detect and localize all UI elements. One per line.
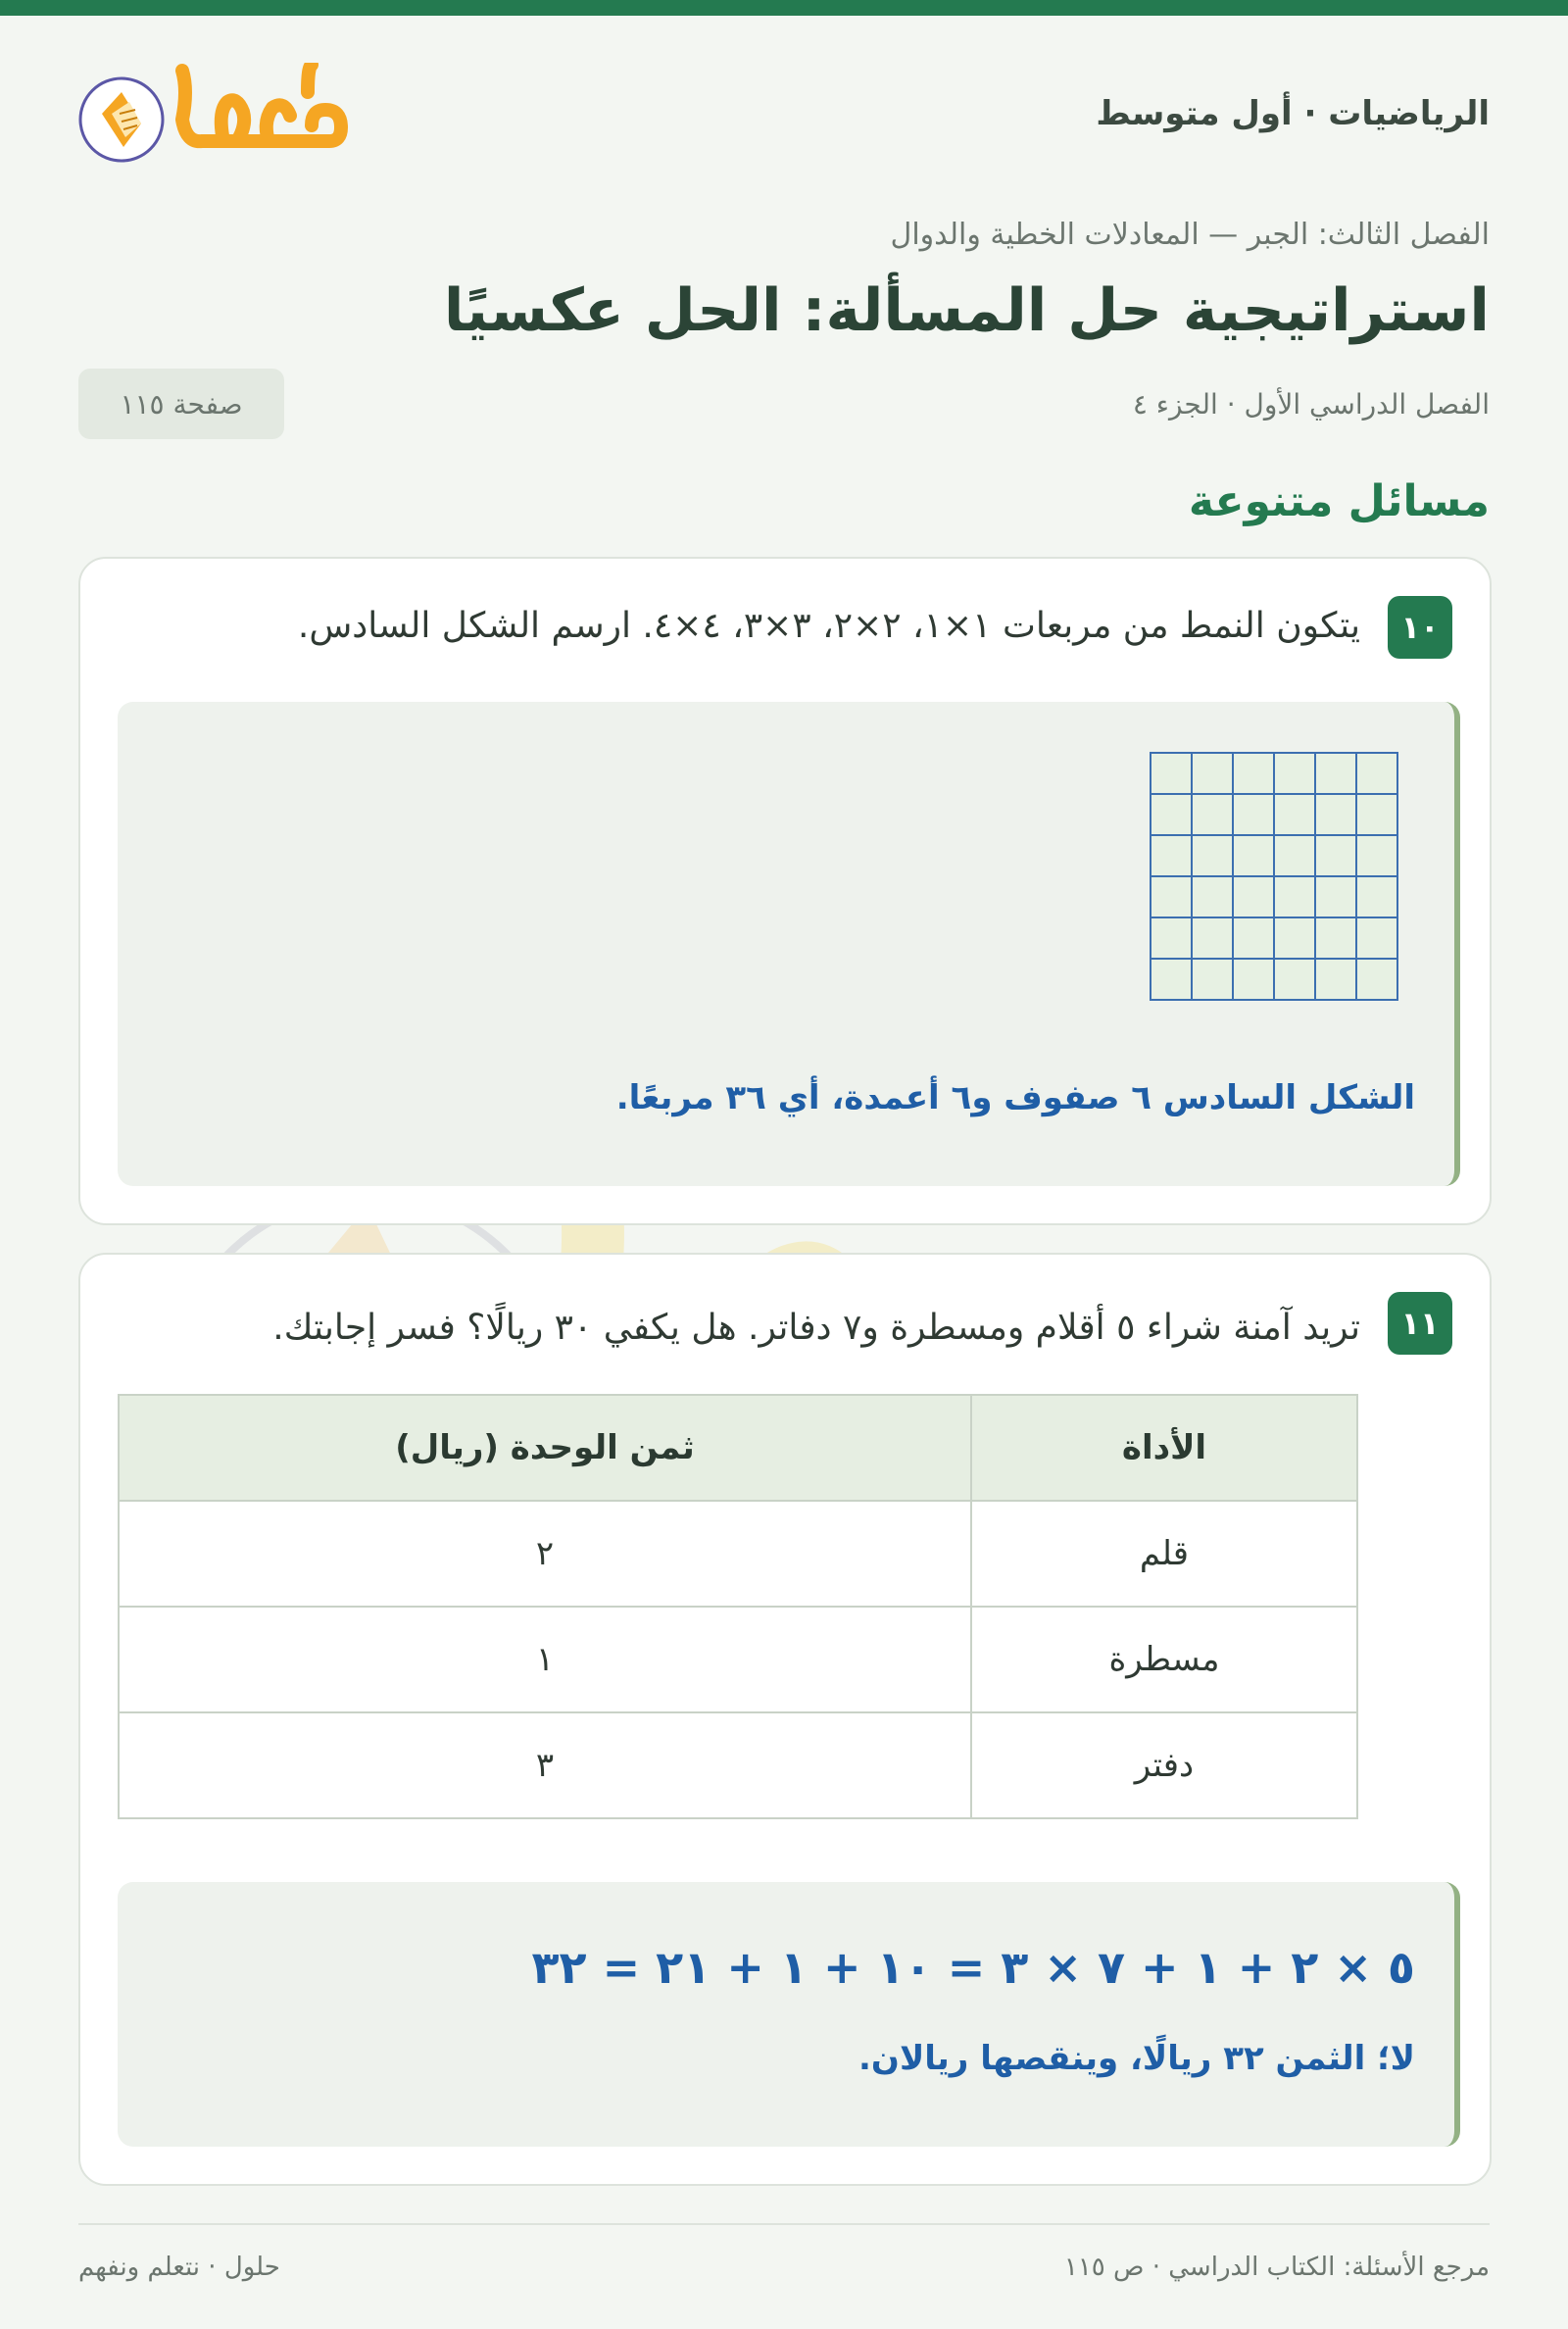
- grid-cell: [1315, 959, 1356, 1000]
- grid-cell: [1151, 917, 1192, 959]
- table-cell-price: ١: [119, 1607, 971, 1712]
- table-cell-tool: قلم: [971, 1501, 1357, 1607]
- table-row: [119, 1712, 1357, 1818]
- answer-box: [118, 702, 1460, 1186]
- grid-cell: [1233, 753, 1274, 794]
- grid-cell: [1274, 917, 1315, 959]
- table-cell-tool: دفتر: [971, 1712, 1357, 1818]
- grid-cell: [1315, 794, 1356, 835]
- table-header-row: [119, 1395, 1357, 1501]
- grid-cell: [1274, 959, 1315, 1000]
- grid-cell: [1151, 794, 1192, 835]
- semester-label: الفصل الدراسي الأول · الجزء ٤: [1132, 388, 1490, 421]
- grid-cell: [1192, 835, 1233, 876]
- grid-cell: [1151, 959, 1192, 1000]
- price-table: [118, 1394, 1358, 1819]
- grid-cell: [1356, 959, 1397, 1000]
- chapter-label: الفصل الثالث: الجبر — المعادلات الخطية والدوال: [890, 218, 1490, 252]
- grid-cell: [1356, 753, 1397, 794]
- grid-cell: [1151, 876, 1192, 917]
- footer-reference: مرجع الأسئلة: الكتاب الدراسي · ص ١١٥: [1063, 2253, 1490, 2282]
- grid-cell: [1192, 959, 1233, 1000]
- question-text: يتكون النمط من مربعات ١×١، ٢×٢، ٣×٣، ٤×٤. ارسم الشكل السادس.: [297, 606, 1360, 646]
- grid-cell: [1233, 917, 1274, 959]
- answer-text: الشكل السادس ٦ صفوف و٦ أعمدة، أي ٣٦ مربعًا.: [615, 1078, 1415, 1117]
- answer-text: لا؛ الثمن ٣٢ ريالًا، وينقصها ريالان.: [858, 2039, 1415, 2078]
- grid-cell: [1274, 876, 1315, 917]
- grid-cell: [1315, 876, 1356, 917]
- grid-cell: [1233, 959, 1274, 1000]
- table-cell-price: ٢: [119, 1501, 971, 1607]
- grid-cell: [1315, 835, 1356, 876]
- grid-cell: [1192, 876, 1233, 917]
- page-title: استراتيجية حل المسألة: الحل عكسيًا: [443, 276, 1490, 345]
- six-by-six-grid-drawing: [1149, 751, 1399, 1002]
- question-text: تريد آمنة شراء ٥ أقلام ومسطرة و٧ دفاتر. هل يكفي ٣٠ ريالًا؟ فسر إجابتك.: [272, 1308, 1360, 1348]
- top-accent-bar: [0, 0, 1568, 16]
- grid-cell: [1356, 917, 1397, 959]
- grid-cell: [1274, 835, 1315, 876]
- grid-cell: [1192, 794, 1233, 835]
- table-header-tool: الأداة: [971, 1395, 1357, 1501]
- section-heading: مسائل متنوعة: [1188, 476, 1490, 526]
- grid-cell: [1151, 835, 1192, 876]
- grid-cell: [1233, 794, 1274, 835]
- question-number-badge: ١٠: [1388, 596, 1452, 659]
- grid-cell: [1192, 753, 1233, 794]
- grid-cell: [1274, 794, 1315, 835]
- grid-cell: [1356, 876, 1397, 917]
- question-card-11: [78, 1253, 1492, 2186]
- answer-box: [118, 1882, 1460, 2147]
- hulul-logo: [76, 63, 356, 176]
- page-number-badge: صفحة ١١٥: [78, 369, 284, 439]
- question-number-badge: ١١: [1388, 1292, 1452, 1355]
- table-cell-tool: مسطرة: [971, 1607, 1357, 1712]
- question-card-10: [78, 557, 1492, 1225]
- grid-cell: [1233, 876, 1274, 917]
- subject-label: الرياضيات · أول متوسط: [1096, 94, 1490, 133]
- grid-cell: [1356, 835, 1397, 876]
- grid-cell: [1315, 753, 1356, 794]
- footer-brand: حلول · نتعلم ونفهم: [78, 2253, 280, 2282]
- table-row: [119, 1607, 1357, 1712]
- grid-cell: [1192, 917, 1233, 959]
- grid-cell: [1356, 794, 1397, 835]
- grid-cell: [1151, 753, 1192, 794]
- equation-text: ٥ × ٢ + ١ + ٧ × ٣ = ١٠ + ١ + ٢١ = ٣٢: [531, 1941, 1415, 1994]
- grid-cell: [1274, 753, 1315, 794]
- table-row: [119, 1501, 1357, 1607]
- table-header-unit-price: ثمن الوحدة (ريال): [119, 1395, 971, 1501]
- grid-cell: [1233, 835, 1274, 876]
- grid-cell: [1315, 917, 1356, 959]
- table-cell-price: ٣: [119, 1712, 971, 1818]
- footer-divider: [78, 2223, 1490, 2225]
